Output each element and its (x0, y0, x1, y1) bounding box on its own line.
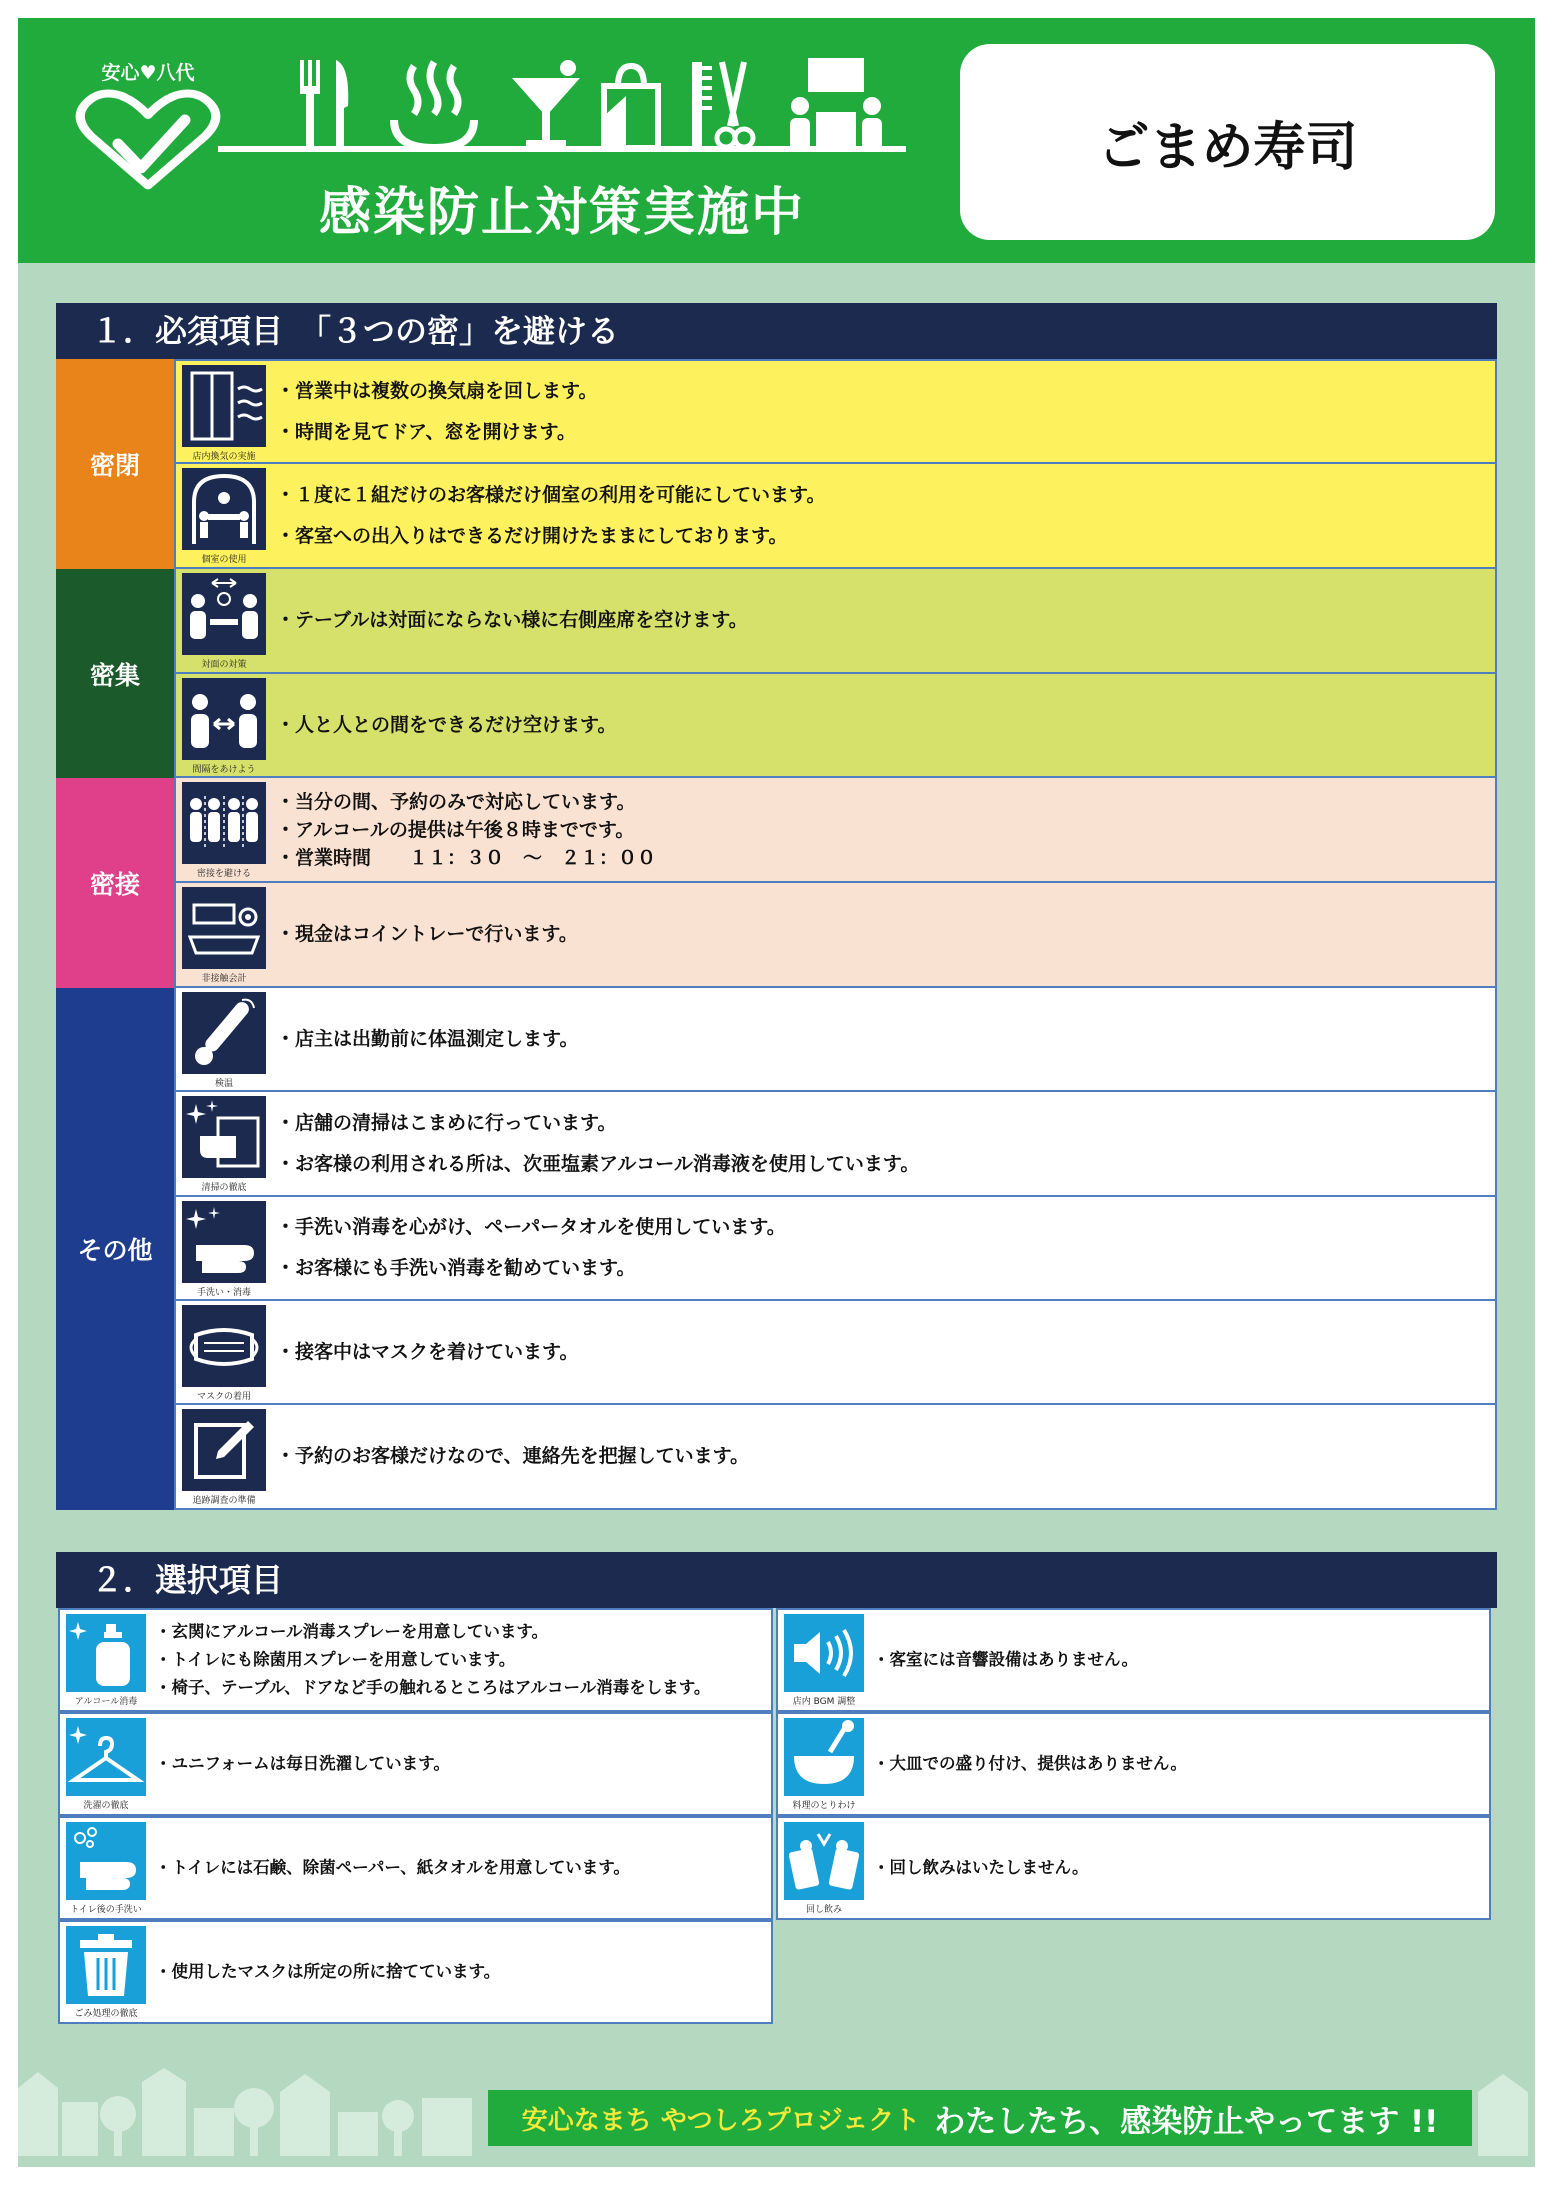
trash-can-icon (66, 1926, 146, 2004)
shopping-bag-icon (596, 56, 666, 156)
measure-row (174, 569, 1497, 674)
speaker-icon (784, 1614, 864, 1692)
footer-project: 安心なまち やつしろプロジェクト (521, 2105, 921, 2136)
category-crowd: 密集 (56, 569, 174, 778)
bowl-ladle-icon (784, 1718, 864, 1796)
private-room-icon (182, 468, 266, 550)
option-item (58, 1816, 773, 1920)
fork-knife-icon (286, 56, 366, 156)
icon-caption: 対面の対策 (201, 660, 247, 670)
hot-spring-icon (384, 56, 484, 156)
option-text: ・椅子、テーブル、ドアなど手の触れるところはアルコール消毒をします。 (155, 1678, 711, 1697)
section2-title: ２．選択項目 (56, 1552, 1497, 1608)
thermometer-icon (182, 992, 266, 1074)
shop-name-box (960, 44, 1495, 240)
option-text: ・大皿での盛り付け、提供はありません。 (873, 1754, 1187, 1773)
note-pencil-icon (182, 1409, 266, 1491)
measure-text: ・手洗い消毒を心がけ、ペーパータオルを使用しています。 (276, 1216, 786, 1238)
option-text: ・ユニフォームは毎日洗濯しています。 (155, 1754, 450, 1773)
measure-row (174, 359, 1497, 464)
measure-row (174, 778, 1497, 883)
icon-caption: 洗濯の徹底 (83, 1801, 129, 1811)
icon-caption: 清掃の徹底 (201, 1183, 247, 1193)
face-to-face-icon (182, 573, 266, 655)
measure-text: ・テーブルは対面にならない様に右側座席を空けます。 (276, 609, 748, 631)
poster-frame (18, 18, 1535, 2167)
category-other: その他 (56, 988, 174, 1510)
hanger-icon (66, 1718, 146, 1796)
icon-caption: 密接を避ける (196, 869, 251, 879)
measure-text: ・接客中はマスクを着けています。 (276, 1340, 579, 1363)
beer-toast-icon (784, 1822, 864, 1900)
measure-row (174, 1301, 1497, 1405)
measure-row (174, 1092, 1497, 1197)
icon-caption: 料理のとりわけ (792, 1801, 856, 1811)
option-item (58, 1712, 773, 1816)
option-text: ・客室には音響設備はありません。 (873, 1650, 1138, 1669)
section1-title: １．必須項目 「３つの密」を避ける (56, 303, 1497, 359)
footer-slogan: わたしたち、感染防止やってます !! (934, 2103, 1439, 2140)
icon-caption: マスクの着用 (196, 1392, 251, 1402)
business-hours: ・営業時間 １１：３０ ～ ２１：００ (276, 846, 657, 869)
mask-icon (182, 1305, 266, 1387)
measure-text: ・１度に１組だけのお客様だけ個室の利用を可能にしています。 (276, 483, 826, 506)
icon-caption: 間隔をあけよう (192, 765, 256, 775)
hand-wash-icon (182, 1201, 266, 1283)
icon-caption: 手洗い・消毒 (196, 1288, 251, 1298)
category-closed: 密閉 (56, 359, 174, 569)
icon-caption: 非接触会計 (201, 974, 247, 984)
measure-text: ・予約のお客様だけなので、連絡先を把握しています。 (276, 1445, 750, 1467)
icon-caption: 追跡調査の準備 (192, 1496, 256, 1506)
measure-text: ・当分の間、予約のみで対応しています。 (276, 790, 636, 813)
option-text: ・使用したマスクは所定の所に捨てています。 (155, 1962, 501, 1981)
option-item (776, 1712, 1491, 1816)
icon-caption: トイレ後の手洗い (70, 1905, 142, 1915)
measure-text: ・客室への出入りはできるだけ開けたままにしております。 (276, 524, 788, 547)
measure-text: ・店舗の清掃はこまめに行っています。 (276, 1111, 617, 1134)
category-contact: 密接 (56, 778, 174, 988)
icon-caption: 店内換気の実施 (192, 452, 256, 462)
option-item (58, 1920, 773, 2024)
measure-row (174, 464, 1497, 569)
cash-tray-icon (182, 887, 266, 969)
header-divider (218, 146, 906, 152)
cocktail-icon (506, 56, 586, 156)
footer-banner (488, 2090, 1472, 2146)
measure-row (174, 1197, 1497, 1301)
measure-row (174, 988, 1497, 1092)
option-item (776, 1816, 1491, 1920)
header-banner (18, 18, 1535, 263)
anshin-yatsushiro-logo (73, 58, 223, 208)
measure-text: ・現金はコイントレーで行います。 (276, 923, 578, 945)
option-text: ・トイレには石鹸、除菌ペーパー、紙タオルを用意しています。 (155, 1858, 630, 1877)
shop-name: ごまめ寿司 (1097, 117, 1358, 178)
option-item (776, 1608, 1491, 1712)
measure-row (174, 674, 1497, 778)
icon-caption: 回し飲み (805, 1905, 842, 1915)
icon-caption: 店内 BGM 調整 (792, 1697, 856, 1707)
scissors-comb-icon (686, 56, 756, 156)
option-text: ・玄関にアルコール消毒スプレーを用意しています。 (155, 1622, 549, 1641)
soap-hands-icon (66, 1822, 146, 1900)
meeting-icon (786, 56, 886, 156)
measure-row (174, 1405, 1497, 1510)
measure-text: ・営業中は複数の換気扇を回します。 (276, 379, 598, 402)
cleaning-icon (182, 1096, 266, 1178)
measure-text: ・お客様の利用される所は、次亜塩素アルコール消毒液を使用しています。 (276, 1152, 920, 1175)
option-text: ・回し飲みはいたしません。 (873, 1858, 1089, 1877)
header-title: 感染防止対策実施中 (318, 183, 805, 243)
icon-caption: 個室の使用 (201, 555, 247, 565)
icon-caption: 検温 (214, 1079, 233, 1089)
distance-icon (182, 678, 266, 760)
alcohol-spray-icon (66, 1614, 146, 1692)
measure-row (174, 883, 1497, 988)
measure-text: ・人と人との間をできるだけ空けます。 (276, 713, 617, 736)
icon-caption: ごみ処理の徹底 (74, 2009, 138, 2019)
option-text: ・トイレにも除菌用スプレーを用意しています。 (155, 1650, 516, 1669)
measure-text: ・アルコールの提供は午後８時までです。 (276, 818, 635, 841)
logo-text: 安心♥八代 (101, 62, 195, 84)
icon-caption: アルコール消毒 (74, 1697, 138, 1707)
facility-icon-row (266, 56, 906, 156)
ventilation-icon (182, 365, 266, 447)
measure-text: ・お客様にも手洗い消毒を勧めています。 (276, 1257, 636, 1279)
measure-text: ・時間を見てドア、窓を開けます。 (276, 420, 577, 443)
option-item (58, 1608, 773, 1712)
avoid-contact-icon (182, 782, 266, 864)
measure-text: ・店主は出勤前に体温測定します。 (276, 1027, 579, 1050)
